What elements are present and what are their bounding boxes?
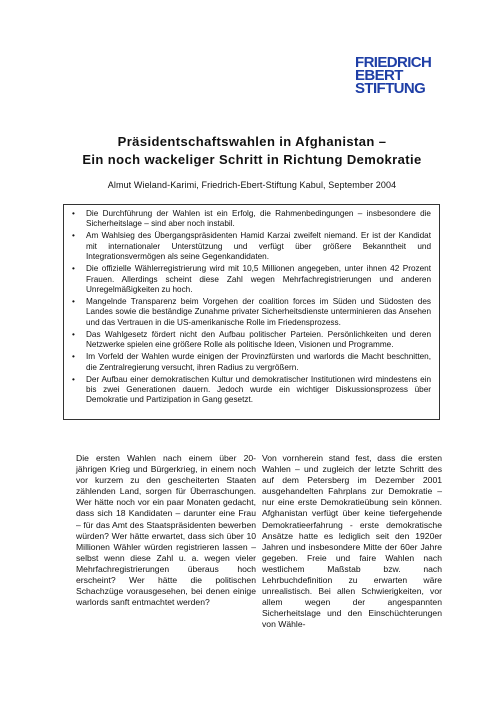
- logo-line: STIFTUNG: [355, 80, 426, 97]
- summary-item-text: Mangelnde Transparenz beim Vorgehen der coalition forces im Süden und Südosten des Landes sowie die beständige Zunahme privater Sicherheitsdienste unterminieren das Ansehen und das Vertrauen in die US-amerikanische Rolle im Friedensprozess.: [86, 297, 431, 327]
- title-line-1: Präsidentschaftswahlen in Afghanistan –: [117, 134, 387, 149]
- body-column-right: [262, 453, 442, 631]
- body-column-left: [76, 453, 256, 608]
- logo-line: FRIEDRICH: [355, 54, 432, 71]
- summary-item: [70, 231, 431, 262]
- friedrich-ebert-stiftung-logo: [355, 56, 455, 95]
- body-paragraph: Die ersten Wahlen nach einem über 20-jährigen Krieg und Bürgerkrieg, in einem noch vor kurzem zu den gescheiterten Staaten zählenden Land, sorgen für Überraschungen. Wer hätte noch vor ein paar Monaten gedacht, dass sich 18 Kandidaten – darunter eine Frau – für das Amt des Staatspräsidenten bewerben würden? Wer hätte erwartet, dass sich über 10 Millionen Wähler würden registrieren lassen – selbst wenn diese Zahl u. a. wegen vieler Mehrfachregistrierungen überaus hoch erscheint? Wer hätte die politischen Schachzüge vorausgesehen, bei denen einige warlords sanft entmachtet werden?: [76, 453, 256, 608]
- bullet-icon: •: [72, 352, 75, 362]
- summary-item: [70, 330, 431, 351]
- summary-item: [70, 264, 431, 295]
- author-line: Almut Wieland-Karimi, Friedrich-Ebert-Stiftung Kabul, September 2004: [107, 180, 397, 190]
- bullet-icon: •: [72, 297, 75, 307]
- summary-item-text: Das Wahlgesetz fördert nicht den Aufbau politischer Parteien. Persönlichkeiten und deren Netzwerke spielen eine größere Rolle als politische Ideen, Visionen und Programme.: [86, 329, 431, 350]
- title-line-2: Ein noch wackeliger Schritt in Richtung Demokratie: [82, 152, 422, 167]
- summary-item: [70, 375, 431, 406]
- summary-item-text: Im Vorfeld der Wahlen wurde einigen der Provinzfürsten und warlords die Macht beschnitten, die Zentralregierung versucht, ihren Radius zu vergrößern.: [86, 352, 431, 372]
- body-paragraph: Von vornherein stand fest, dass die ersten Wahlen – und zugleich der letzte Schritt des auf dem Petersberg im Dezember 2001 ausgehandelten Fahrplans zur Demokratie – nur eine erste Demokratieübung sein können. Afghanistan verfügt über keine tiefergehende Demokratieerfahrung - erste demokratische Ansätze hatte es lediglich seit den 1920er Jahren und insbesondere Mitte der 60er Jahre gegeben. Freie und faire Wahlen nach westlichem Maßstab bzw. nach Lehrbuchdefinition zu erwarten wäre unrealistisch. Bei allen Schwierigkeiten, vor allem wegen der angespannten Sicherheitslage und den Einschüchterungen von Wähle-: [262, 453, 442, 630]
- summary-item-text: Am Wahlsieg des Übergangspräsidenten Hamid Karzai zweifelt niemand. Er ist der Kandidat mit internationaler Unterstützung und verfügt über größere Bekanntheit und Integrationsvermögen als seine Gegenkandidaten.: [86, 231, 431, 262]
- bullet-icon: •: [72, 329, 75, 339]
- summary-item-text: Der Aufbau einer demokratischen Kultur und demokratischer Institutionen wird mindestens ein bis zwei Generationen dauern. Jedoch wurde ein wichtiger Diskussionsprozess über Demokratie und Partizipation in Gang gesetzt.: [86, 374, 431, 405]
- summary-item: [70, 297, 431, 328]
- logo-line: EBERT: [355, 67, 403, 84]
- summary-item: [70, 352, 431, 373]
- summary-box: [63, 204, 440, 420]
- summary-item-text: Die offizielle Wählerregistrierung wird mit 10,5 Millionen angegeben, unter ihnen 42 Prozent Frauen. Allerdings scheint diese Zahl wegen Mehrfachregistrierungen und anderen Unregelmäßigkeiten zu hoch.: [86, 264, 431, 295]
- document-title: [0, 133, 504, 169]
- bullet-icon: •: [72, 209, 75, 218]
- summary-list: [70, 209, 431, 406]
- bullet-icon: •: [72, 374, 75, 384]
- summary-item-text: Die Durchführung der Wahlen ist ein Erfolg, die Rahmenbedingungen – insbesondere die Sicherheitslage – sind aber noch instabil.: [86, 209, 431, 229]
- bullet-icon: •: [72, 231, 75, 241]
- bullet-icon: •: [72, 264, 75, 274]
- summary-item: [70, 209, 431, 230]
